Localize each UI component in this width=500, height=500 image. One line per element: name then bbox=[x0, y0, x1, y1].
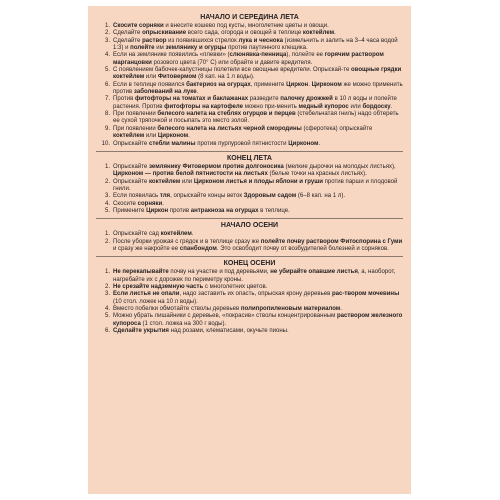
text-run: и внесите кошево под кусты, многолетние цветы и овощи. bbox=[163, 23, 329, 29]
bold-text: бактериоз на огурцах bbox=[186, 81, 251, 88]
item-text bbox=[113, 201, 403, 208]
list-item bbox=[96, 141, 403, 148]
item-number: 3. bbox=[104, 37, 110, 44]
text-run: (мелкие дырочки на молодых листьях), bbox=[283, 163, 396, 170]
text-run: . bbox=[334, 30, 336, 37]
bold-text: коктейлем bbox=[113, 133, 145, 140]
bold-text: Циркон bbox=[146, 207, 169, 214]
list-item bbox=[96, 126, 403, 141]
item-text bbox=[113, 126, 403, 141]
bold-text: Не срезайте надземную часть bbox=[113, 283, 204, 290]
item-number: 6. bbox=[104, 81, 110, 88]
item-number: 2. bbox=[104, 30, 110, 37]
item-text bbox=[113, 328, 403, 335]
list-item bbox=[96, 291, 403, 306]
bold-text: раствором железного купороса bbox=[113, 313, 403, 327]
section-list bbox=[96, 23, 403, 148]
bold-text: рас-твором мочевины bbox=[331, 291, 400, 298]
bold-text: лука и чеснока bbox=[238, 37, 283, 44]
item-number: 2. bbox=[104, 238, 110, 245]
item-number: 5. bbox=[104, 67, 110, 74]
text-run: Можно убрать лишайники с деревьев, «покрасив» стволы концентрированным bbox=[113, 313, 337, 320]
list-item bbox=[96, 208, 403, 215]
item-text bbox=[113, 164, 403, 179]
list-item bbox=[96, 67, 403, 82]
text-run: , опрыскайте концы веток bbox=[170, 193, 244, 200]
bold-text: Цирконом листья и плоды яблони и груши bbox=[193, 178, 323, 185]
item-number: 1. bbox=[104, 231, 110, 238]
text-run: разведите bbox=[248, 96, 281, 103]
text-run: . Это освободит почву от возбудителей болезней и сорняков. bbox=[216, 245, 389, 252]
item-text bbox=[113, 239, 403, 254]
bold-text: землянику и огурцы bbox=[165, 45, 227, 52]
bold-text: полипропиленовым материалом bbox=[240, 306, 341, 312]
list-item bbox=[96, 164, 403, 179]
bold-text: землянику Фитовермом против долгоносика bbox=[148, 163, 284, 170]
text-run: (сферотека) опрыскайте bbox=[301, 125, 373, 132]
text-run: Против bbox=[113, 96, 135, 103]
text-run: , надо заставить их опасть, опрыская крону деревьев bbox=[179, 291, 332, 298]
item-number: 1. bbox=[104, 23, 110, 29]
text-run: с многолетних цветов. bbox=[203, 283, 268, 290]
bold-text: полейте почву раствором Фитоспорина с Гуми bbox=[260, 238, 403, 245]
list-item bbox=[96, 328, 403, 335]
item-number: 7. bbox=[104, 96, 110, 103]
text-run: и сразу же накройте ее bbox=[113, 245, 180, 252]
text-run: из появившихся стрелок bbox=[166, 37, 239, 44]
text-run: против парши и плодовой гнили. bbox=[113, 178, 398, 192]
item-number: 1. bbox=[104, 163, 110, 170]
bold-text: тля bbox=[159, 193, 171, 200]
item-number: 8. bbox=[104, 111, 110, 118]
item-number: 2. bbox=[104, 178, 110, 185]
bold-text: полейте bbox=[130, 45, 155, 52]
document-content bbox=[96, 14, 403, 335]
text-run: (1 стол. ложка на 300 г воды). bbox=[140, 320, 227, 327]
list-item bbox=[96, 269, 403, 284]
item-text bbox=[113, 67, 403, 82]
bold-text: не убирайте опавшие листья bbox=[270, 269, 358, 276]
text-run: . bbox=[308, 81, 312, 88]
text-run: Сделайте bbox=[113, 30, 143, 37]
text-run: же можно применить против bbox=[113, 81, 403, 96]
item-text bbox=[113, 313, 403, 328]
section-list bbox=[96, 164, 403, 215]
text-run: . bbox=[188, 133, 190, 140]
section-divider bbox=[96, 151, 403, 152]
item-text bbox=[113, 38, 403, 53]
text-run: против bbox=[168, 207, 191, 214]
text-run: или bbox=[144, 74, 158, 81]
list-item bbox=[96, 52, 403, 67]
item-number: 4. bbox=[104, 52, 110, 59]
text-run: ), полейте ее bbox=[286, 52, 325, 59]
list-item bbox=[96, 201, 403, 208]
item-number: 3. bbox=[104, 193, 110, 200]
text-run: против паутинного клещика. bbox=[226, 45, 308, 52]
bold-text: Сделайте укрытия bbox=[113, 328, 169, 335]
item-number: 5. bbox=[104, 313, 110, 320]
item-text bbox=[113, 111, 403, 126]
text-run: в 10 л воды и полейте растения. Против bbox=[113, 96, 397, 110]
list-item bbox=[96, 313, 403, 328]
bold-text: бордоску bbox=[362, 103, 391, 110]
text-run: розового цвета (70° С) или обрайте и давите вредителя. bbox=[151, 59, 313, 66]
list-item bbox=[96, 239, 403, 254]
text-run: им bbox=[154, 45, 166, 52]
bold-text: Здоровым садом bbox=[243, 193, 297, 200]
bold-text: опрыскивание bbox=[142, 30, 187, 37]
text-run: (10 стол. ложек на 10 л воды). bbox=[113, 298, 198, 305]
list-item bbox=[96, 231, 403, 238]
text-run: . bbox=[318, 140, 321, 147]
item-text bbox=[113, 193, 403, 200]
item-number: 10. bbox=[101, 140, 110, 147]
bold-text: антракноза на огурцах bbox=[190, 207, 259, 214]
text-run: Опрыскайте сад bbox=[113, 231, 161, 238]
bold-text: Скосите сорняки bbox=[113, 23, 164, 29]
item-text bbox=[113, 52, 403, 67]
bold-text: фитофторы на картофеле bbox=[164, 103, 244, 110]
item-text bbox=[113, 96, 403, 111]
text-run: над розами, клематисами, окучьте пионы. bbox=[168, 328, 289, 335]
bold-text: слюнявка-пенница bbox=[229, 52, 287, 59]
text-run: Примените bbox=[113, 207, 147, 214]
bold-text: Фитовермом bbox=[157, 74, 197, 81]
list-item bbox=[96, 111, 403, 126]
text-run: . bbox=[390, 103, 393, 110]
text-run: всего сада, огорода и овощей в теплице bbox=[186, 30, 303, 37]
text-run: . bbox=[340, 306, 342, 312]
text-run: Если в теплице появился bbox=[113, 81, 187, 88]
bold-text: коктейлем bbox=[160, 231, 192, 238]
section-list bbox=[96, 231, 403, 253]
section-divider bbox=[96, 218, 403, 219]
text-run: против пурпуровой пятнистости bbox=[195, 140, 289, 147]
text-run: Сделайте bbox=[113, 37, 143, 44]
text-run: (8 кап. на 1 л воды). bbox=[196, 74, 255, 81]
text-run: (стебельчатая гниль) надо обтереть ее сухой тряпочкой и посыпать это место золой. bbox=[113, 111, 399, 125]
bold-text: горячим раствором марганцовки bbox=[113, 52, 384, 66]
bold-text: овощные грядки коктейлем bbox=[113, 67, 402, 81]
bold-text: заболеваний на луке bbox=[133, 89, 197, 96]
text-run: После уборки урожая с грядок и в теплице сразу же bbox=[113, 238, 261, 245]
list-item bbox=[96, 82, 403, 97]
item-text bbox=[113, 208, 403, 215]
text-run: (белые точки на красных листьях). bbox=[267, 171, 367, 178]
bold-text: Цирконом — против белой пятнистости на листьях bbox=[113, 171, 268, 178]
text-run: почву на участке и под деревьями, bbox=[168, 269, 271, 276]
item-text bbox=[113, 179, 403, 194]
text-run: , примените bbox=[250, 81, 287, 88]
bold-text: Если листья не опали bbox=[113, 291, 180, 298]
text-run: или bbox=[180, 178, 194, 185]
text-run: . bbox=[196, 89, 199, 96]
text-run: (6–8 кап. на 1 л). bbox=[296, 193, 346, 200]
text-run: или bbox=[348, 103, 363, 110]
text-run: При появлении bbox=[113, 111, 158, 118]
text-run: . bbox=[162, 200, 164, 207]
text-run: в теплице. bbox=[258, 207, 290, 214]
item-number: 3. bbox=[104, 291, 110, 298]
text-run: Опрыскайте bbox=[113, 163, 149, 170]
bold-text: Циркон bbox=[286, 81, 309, 88]
list-item bbox=[96, 38, 403, 53]
section-heading: НАЧАЛО ОСЕНИ bbox=[220, 222, 279, 230]
bold-text: сорняки bbox=[137, 200, 163, 207]
section-heading: КОНЕЦ ЛЕТА bbox=[227, 154, 272, 162]
item-text bbox=[113, 231, 403, 238]
item-text bbox=[113, 30, 403, 37]
text-run: Если появилась bbox=[113, 193, 160, 200]
bold-text: Цирконом bbox=[288, 140, 319, 147]
section-list bbox=[96, 269, 403, 335]
bold-text: Цирконом bbox=[311, 81, 342, 88]
item-number: 4. bbox=[104, 306, 110, 312]
list-item bbox=[96, 193, 403, 200]
section-divider bbox=[96, 256, 403, 257]
document-page bbox=[88, 6, 411, 494]
item-text bbox=[113, 291, 403, 306]
text-run: . bbox=[191, 231, 194, 238]
text-run: Опрыскайте bbox=[113, 140, 149, 147]
bold-text: медный купорос bbox=[298, 103, 349, 110]
item-number: 2. bbox=[104, 283, 110, 290]
item-text bbox=[113, 141, 403, 148]
bold-text: коктейлем bbox=[302, 30, 335, 37]
item-number: 6. bbox=[104, 328, 110, 335]
item-number: 4. bbox=[104, 200, 110, 207]
item-text bbox=[113, 82, 403, 97]
bold-text: палочку дрожжей bbox=[280, 96, 333, 103]
bold-text: коктейлем bbox=[148, 178, 181, 185]
bold-text: спанбондом bbox=[179, 245, 217, 252]
list-item bbox=[96, 30, 403, 37]
list-item bbox=[96, 179, 403, 194]
item-number: 9. bbox=[104, 125, 110, 132]
bold-text: фитофторы на томатах и баклажанах bbox=[134, 96, 249, 103]
bold-text: стебли малины bbox=[148, 140, 196, 147]
text-run: Вместо побелки обмотайте стволы деревьев bbox=[113, 306, 241, 312]
bold-text: белесого налета на стеблях огурцов и перцев bbox=[157, 111, 296, 118]
bold-text: Цирконом bbox=[157, 133, 189, 140]
item-text bbox=[113, 284, 403, 291]
list-item bbox=[96, 96, 403, 111]
item-number: 1. bbox=[104, 269, 110, 276]
bold-text: белесого налета на листьях черной смородины bbox=[157, 125, 302, 132]
text-run: Скосите bbox=[113, 200, 138, 207]
text-run: (измельчить и залить на 3–4 часа водой 1:3) и bbox=[113, 37, 398, 52]
bold-text: Не перекапывайте bbox=[113, 269, 169, 276]
text-run: , а, наоборот, нагребайте их с дорожек по периметру кроны. bbox=[113, 269, 396, 283]
section-heading: КОНЕЦ ОСЕНИ bbox=[223, 260, 276, 268]
text-run: Опрыскайте bbox=[113, 178, 149, 185]
list-item bbox=[96, 284, 403, 291]
text-run: Если на землянике появились «плевки» ( bbox=[113, 52, 230, 59]
text-run: При появлении bbox=[113, 125, 158, 132]
item-text bbox=[113, 269, 403, 284]
section-heading: НАЧАЛО И СЕРЕДИНА ЛЕТА bbox=[200, 14, 299, 21]
item-number: 5. bbox=[104, 207, 110, 214]
text-run: С появлением бабочек-капустницы полетели все овощные вредители. Опрыскай-те bbox=[113, 67, 352, 74]
text-run: или bbox=[144, 133, 158, 140]
text-run: можно при-менить bbox=[243, 103, 299, 110]
bold-text: раствор bbox=[142, 37, 167, 44]
